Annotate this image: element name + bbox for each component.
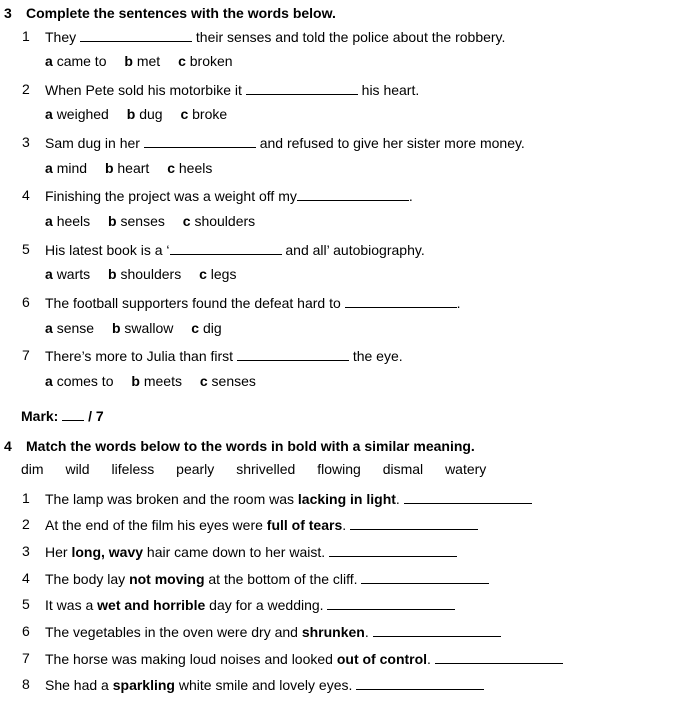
options bbox=[45, 373, 256, 389]
bold-phrase: out of control bbox=[336, 651, 428, 667]
word-bank-item: watery bbox=[445, 461, 487, 477]
answer-blank[interactable] bbox=[361, 570, 489, 584]
options bbox=[45, 53, 233, 69]
option-text: heels bbox=[178, 160, 213, 176]
match-sentence bbox=[45, 516, 478, 533]
sentence-after: his heart. bbox=[361, 82, 420, 98]
item-number: 5 bbox=[22, 596, 30, 612]
item-number: 4 bbox=[22, 187, 30, 203]
option-text: broken bbox=[189, 53, 233, 69]
option-text: legs bbox=[210, 266, 237, 282]
sentence-before: His latest book is a ‘ bbox=[45, 242, 170, 258]
sentence bbox=[45, 241, 425, 258]
sentence-text: The body lay bbox=[45, 571, 130, 587]
option-text: meets bbox=[143, 373, 182, 389]
sentence-after: . bbox=[408, 188, 413, 204]
option-text: shoulders bbox=[120, 266, 182, 282]
sentence bbox=[45, 187, 413, 204]
word-bank-item: shrivelled bbox=[236, 461, 296, 477]
match-sentence bbox=[45, 623, 501, 640]
sentence-text: white smile and lovely eyes. bbox=[174, 677, 353, 693]
option-letter: a bbox=[45, 106, 53, 122]
item-number: 6 bbox=[22, 294, 30, 310]
option-letter: a bbox=[45, 266, 53, 282]
option-letter: c bbox=[199, 266, 207, 282]
answer-blank[interactable] bbox=[373, 623, 501, 637]
option-letter: b bbox=[126, 106, 136, 122]
word-bank-item: lifeless bbox=[111, 461, 155, 477]
item-number: 1 bbox=[22, 490, 30, 506]
option-letter: c bbox=[199, 373, 208, 389]
item-number: 8 bbox=[22, 676, 30, 692]
sentence-text: Her bbox=[45, 544, 72, 560]
sentence-after: and all’ autobiography. bbox=[285, 242, 425, 258]
option-letter: b bbox=[108, 213, 117, 229]
sentence-text: It was a bbox=[45, 597, 98, 613]
sentence-text: The lamp was broken and the room was bbox=[45, 491, 298, 507]
option-text: mind bbox=[56, 160, 88, 176]
item-number: 7 bbox=[22, 650, 30, 666]
option-text: sense bbox=[56, 320, 95, 336]
word-bank-item: dim bbox=[21, 461, 44, 477]
option-letter: c bbox=[180, 106, 189, 122]
option-text: heels bbox=[56, 213, 91, 229]
match-sentence bbox=[45, 596, 455, 613]
option-letter: b bbox=[111, 320, 121, 336]
word-bank-item: dismal bbox=[382, 461, 424, 477]
option-text: heart bbox=[117, 160, 150, 176]
item-number: 2 bbox=[22, 516, 30, 532]
sentence bbox=[45, 347, 403, 364]
match-sentence bbox=[45, 490, 532, 507]
option-text: dig bbox=[202, 320, 222, 336]
bold-phrase: shrunken bbox=[301, 624, 365, 640]
answer-blank[interactable] bbox=[237, 347, 349, 361]
item-number: 5 bbox=[22, 241, 30, 257]
mark-blank[interactable] bbox=[62, 408, 84, 421]
sentence-text: The horse was making loud noises and looked bbox=[45, 651, 337, 667]
sentence-text: At the end of the film his eyes were bbox=[45, 517, 267, 533]
options bbox=[45, 106, 227, 122]
mark-total: / 7 bbox=[88, 408, 104, 424]
option-text: shoulders bbox=[194, 213, 256, 229]
bold-phrase: sparkling bbox=[112, 677, 175, 693]
sentence-before: There’s more to Julia than first bbox=[45, 348, 234, 364]
sentence-text: . bbox=[364, 624, 369, 640]
sentence-text: . bbox=[427, 651, 431, 667]
bold-phrase: lacking in light bbox=[297, 491, 396, 507]
sentence bbox=[45, 28, 505, 45]
option-text: swallow bbox=[124, 320, 174, 336]
answer-blank[interactable] bbox=[329, 543, 457, 557]
match-sentence bbox=[45, 650, 563, 667]
section-4-heading: Match the words below to the words in bold with a similar meaning. bbox=[26, 438, 475, 454]
option-text: comes to bbox=[56, 373, 114, 389]
sentence-before: They bbox=[45, 29, 77, 45]
item-number: 3 bbox=[22, 543, 30, 559]
option-text: broke bbox=[192, 106, 228, 122]
match-sentence bbox=[45, 676, 484, 693]
sentence-before: Sam dug in her bbox=[45, 135, 140, 151]
sentence bbox=[45, 81, 419, 98]
mark-label: Mark: bbox=[21, 408, 59, 424]
option-letter: b bbox=[131, 373, 140, 389]
sentence-text: day for a wedding. bbox=[205, 597, 324, 613]
option-letter: b bbox=[124, 53, 133, 69]
option-text: weighed bbox=[56, 106, 109, 122]
word-bank-item: pearly bbox=[176, 461, 215, 477]
answer-blank[interactable] bbox=[246, 81, 358, 95]
word-bank-item: flowing bbox=[317, 461, 361, 477]
sentence-before: When Pete sold his motorbike it bbox=[45, 82, 242, 98]
option-letter: a bbox=[45, 160, 53, 176]
option-letter: b bbox=[104, 160, 114, 176]
answer-blank[interactable] bbox=[297, 187, 409, 201]
item-number: 7 bbox=[22, 347, 30, 363]
answer-blank[interactable] bbox=[404, 490, 532, 504]
option-letter: a bbox=[45, 320, 53, 336]
option-text: dug bbox=[139, 106, 163, 122]
answer-blank[interactable] bbox=[327, 596, 455, 610]
answer-blank[interactable] bbox=[170, 241, 282, 255]
options bbox=[45, 320, 222, 336]
item-number: 1 bbox=[22, 28, 30, 44]
sentence-before: Finishing the project was a weight off my bbox=[45, 188, 297, 204]
options bbox=[45, 160, 212, 176]
option-letter: b bbox=[108, 266, 117, 282]
sentence-text: . bbox=[395, 491, 400, 507]
sentence-text: She had a bbox=[45, 677, 113, 693]
sentence-after: . bbox=[456, 295, 461, 311]
sentence-after: the eye. bbox=[352, 348, 403, 364]
item-number: 6 bbox=[22, 623, 30, 639]
match-sentence bbox=[45, 543, 457, 560]
answer-blank[interactable] bbox=[435, 650, 563, 664]
option-letter: c bbox=[182, 213, 191, 229]
sentence-text: at the bottom of the cliff. bbox=[204, 571, 358, 587]
answer-blank[interactable] bbox=[345, 294, 457, 308]
item-number: 2 bbox=[22, 81, 30, 97]
bold-phrase: long, wavy bbox=[71, 544, 144, 560]
sentence-text: hair came down to her waist. bbox=[143, 544, 326, 560]
option-letter: a bbox=[45, 373, 53, 389]
word-bank bbox=[21, 461, 504, 477]
option-letter: a bbox=[45, 213, 53, 229]
sentence-after: their senses and told the police about the robbery. bbox=[195, 29, 506, 45]
option-letter: c bbox=[178, 53, 186, 69]
answer-blank[interactable] bbox=[356, 676, 484, 690]
option-text: senses bbox=[120, 213, 165, 229]
match-sentence bbox=[45, 570, 489, 587]
option-letter: a bbox=[45, 53, 53, 69]
option-letter: c bbox=[191, 320, 200, 336]
section-3-number: 3 bbox=[4, 5, 12, 21]
option-text: met bbox=[136, 53, 161, 69]
answer-blank[interactable] bbox=[80, 28, 192, 42]
section-4-number: 4 bbox=[4, 438, 12, 454]
sentence-after: and refused to give her sister more money. bbox=[259, 135, 525, 151]
sentence-text: The vegetables in the oven were dry and bbox=[45, 624, 302, 640]
sentence bbox=[45, 294, 461, 311]
options bbox=[45, 213, 255, 229]
section-3-heading: Complete the sentences with the words below. bbox=[26, 5, 336, 21]
sentence bbox=[45, 134, 525, 151]
answer-blank[interactable] bbox=[144, 134, 256, 148]
item-number: 3 bbox=[22, 134, 30, 150]
sentence-text: . bbox=[342, 517, 347, 533]
word-bank-item: wild bbox=[65, 461, 90, 477]
answer-blank[interactable] bbox=[350, 516, 478, 530]
option-text: warts bbox=[56, 266, 91, 282]
option-text: senses bbox=[211, 373, 256, 389]
bold-phrase: full of tears bbox=[266, 517, 343, 533]
option-letter: c bbox=[167, 160, 175, 176]
mark-line bbox=[21, 408, 104, 424]
item-number: 4 bbox=[22, 570, 30, 586]
bold-phrase: not moving bbox=[129, 571, 205, 587]
option-text: came to bbox=[56, 53, 107, 69]
options bbox=[45, 266, 236, 282]
bold-phrase: wet and horrible bbox=[97, 597, 206, 613]
sentence-before: The football supporters found the defeat hard to bbox=[45, 295, 341, 311]
